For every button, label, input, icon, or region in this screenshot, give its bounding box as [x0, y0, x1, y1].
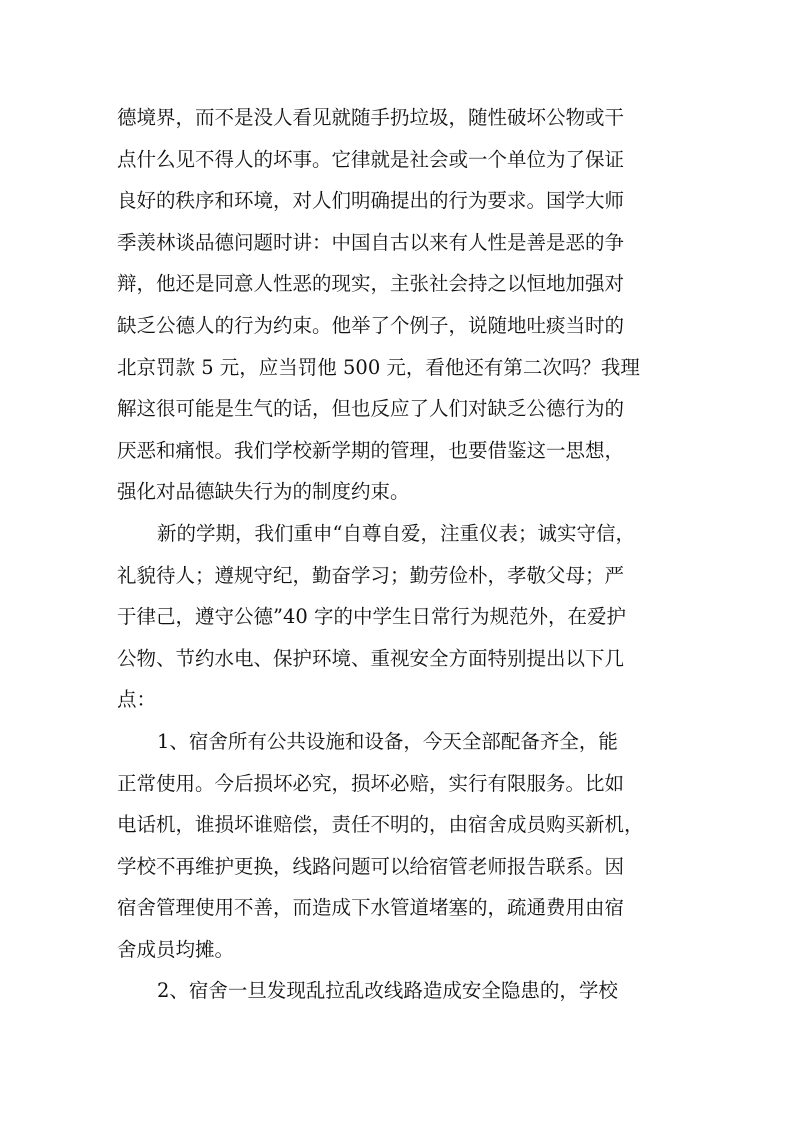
- text-line: 厌恶和痛恨。我们学校新学期的管理，也要借鉴这一思想，: [117, 438, 625, 462]
- text-line: 良好的秩序和环境，对人们明确提出的行为要求。国学大师: [117, 189, 625, 213]
- text-line: 北京罚款 5 元，应当罚他 500 元，看他还有第二次吗？我理: [117, 355, 640, 379]
- text-line: 点：: [117, 688, 157, 712]
- text-line: 学校不再维护更换，线路问题可以给宿管老师报告联系。因: [117, 854, 625, 878]
- text-line: 于律己，遵守公德”40 字的中学生日常行为规范外，在爱护: [117, 605, 626, 629]
- text-line: 舍成员均摊。: [117, 937, 235, 961]
- text-line: 解这很可能是生气的话，但也反应了人们对缺乏公德行为的: [117, 397, 625, 421]
- text-line: 德境界，而不是没人看见就随手扔垃圾，随性破坏公物或干: [117, 106, 625, 129]
- paragraph-start-line: 新的学期，我们重申“自尊自爱，注重仪表；诚实守信，: [157, 521, 635, 545]
- text-line: 电话机，谁损坏谁赔偿，责任不明的，由宿舍成员购买新机，: [117, 813, 644, 837]
- text-line: 宿舍管理使用不善，而造成下水管道堵塞的，疏通费用由宿: [117, 896, 625, 920]
- text-line: 辩，他还是同意人性恶的现实，主张社会持之以恒地加强对: [117, 272, 625, 296]
- paragraph-start-line: 2、宿舍一旦发现乱拉乱改线路造成安全隐患的，学校: [157, 979, 618, 1003]
- text-line: 季羡林谈品德问题时讲：中国自古以来有人性是善是恶的争: [117, 230, 625, 254]
- document-body: [117, 97, 687, 1012]
- text-line: 正常使用。今后损坏必究，损坏必赔，实行有限服务。比如: [117, 771, 625, 795]
- text-line: 公物、节约水电、保护环境、重视安全方面特别提出以下几: [117, 646, 625, 670]
- text-line: 强化对品德缺失行为的制度约束。: [117, 480, 410, 504]
- paragraph-start-line: 1、宿舍所有公共设施和设备，今天全部配备齐全，能: [157, 729, 618, 753]
- text-line: 礼貌待人；遵规守纪，勤奋学习；勤劳俭朴，孝敬父母；严: [117, 563, 625, 587]
- text-line: 点什么见不得人的坏事。它律就是社会或一个单位为了保证: [117, 147, 625, 171]
- text-line: 缺乏公德人的行为约束。他举了个例子，说随地吐痰当时的: [117, 313, 625, 337]
